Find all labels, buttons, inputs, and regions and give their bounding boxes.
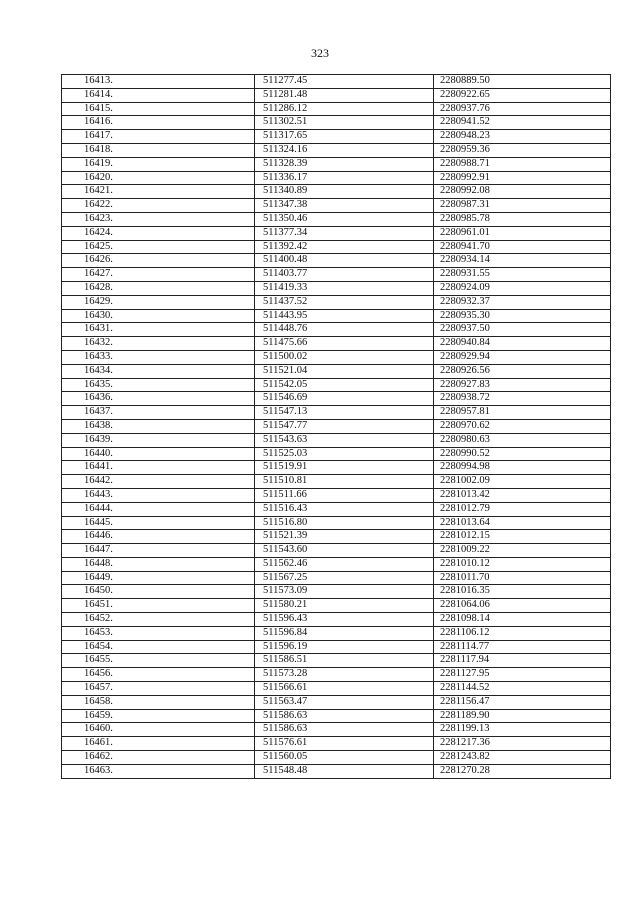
point-number-cell: 16454.: [62, 640, 255, 654]
x-coordinate-cell: 511525.03: [255, 447, 434, 461]
x-coordinate-cell: 511392.42: [255, 240, 434, 254]
y-coordinate-cell: 2280938.72: [434, 392, 611, 406]
table-row: [62, 723, 611, 737]
point-number-cell: 16443.: [62, 488, 255, 502]
point-number-cell: 16461.: [62, 737, 255, 751]
table-row: [62, 378, 611, 392]
x-coordinate-cell: 511567.25: [255, 571, 434, 585]
point-number-cell: 16420.: [62, 171, 255, 185]
y-coordinate-cell: 2281016.35: [434, 585, 611, 599]
point-number-cell: 16415.: [62, 102, 255, 116]
x-coordinate-cell: 511302.51: [255, 116, 434, 130]
x-coordinate-cell: 511286.12: [255, 102, 434, 116]
y-coordinate-cell: 2280932.37: [434, 295, 611, 309]
x-coordinate-cell: 511547.13: [255, 406, 434, 420]
y-coordinate-cell: 2281010.12: [434, 557, 611, 571]
point-number-cell: 16413.: [62, 75, 255, 89]
table-row: [62, 640, 611, 654]
table-row: [62, 364, 611, 378]
table-row: [62, 557, 611, 571]
x-coordinate-cell: 511437.52: [255, 295, 434, 309]
y-coordinate-cell: 2280929.94: [434, 350, 611, 364]
y-coordinate-cell: 2280940.84: [434, 337, 611, 351]
y-coordinate-cell: 2281144.52: [434, 682, 611, 696]
y-coordinate-cell: 2280961.01: [434, 226, 611, 240]
table-row: [62, 433, 611, 447]
table-row: [62, 751, 611, 765]
table-row: [62, 309, 611, 323]
x-coordinate-cell: 511596.19: [255, 640, 434, 654]
x-coordinate-cell: 511580.21: [255, 599, 434, 613]
table-row: [62, 268, 611, 282]
y-coordinate-cell: 2280927.83: [434, 378, 611, 392]
y-coordinate-cell: 2281002.09: [434, 475, 611, 489]
point-number-cell: 16442.: [62, 475, 255, 489]
point-number-cell: 16448.: [62, 557, 255, 571]
point-number-cell: 16431.: [62, 323, 255, 337]
point-number-cell: 16419.: [62, 157, 255, 171]
table-row: [62, 102, 611, 116]
table-row: [62, 295, 611, 309]
y-coordinate-cell: 2280941.70: [434, 240, 611, 254]
table-row: [62, 419, 611, 433]
x-coordinate-cell: 511281.48: [255, 88, 434, 102]
point-number-cell: 16447.: [62, 544, 255, 558]
point-number-cell: 16460.: [62, 723, 255, 737]
y-coordinate-cell: 2280937.50: [434, 323, 611, 337]
table-row: [62, 406, 611, 420]
x-coordinate-cell: 511317.65: [255, 130, 434, 144]
point-number-cell: 16423.: [62, 212, 255, 226]
table-row: [62, 599, 611, 613]
x-coordinate-cell: 511519.91: [255, 461, 434, 475]
table-row: [62, 130, 611, 144]
table-row: [62, 350, 611, 364]
y-coordinate-cell: 2280988.71: [434, 157, 611, 171]
point-number-cell: 16417.: [62, 130, 255, 144]
y-coordinate-cell: 2281106.12: [434, 626, 611, 640]
table-row: [62, 281, 611, 295]
table-row: [62, 709, 611, 723]
y-coordinate-cell: 2281114.77: [434, 640, 611, 654]
y-coordinate-cell: 2280992.91: [434, 171, 611, 185]
x-coordinate-cell: 511586.63: [255, 709, 434, 723]
point-number-cell: 16462.: [62, 751, 255, 765]
x-coordinate-cell: 511543.63: [255, 433, 434, 447]
x-coordinate-cell: 511573.28: [255, 668, 434, 682]
y-coordinate-cell: 2281117.94: [434, 654, 611, 668]
point-number-cell: 16445.: [62, 516, 255, 530]
table-row: [62, 226, 611, 240]
table-row: [62, 240, 611, 254]
x-coordinate-cell: 511576.61: [255, 737, 434, 751]
y-coordinate-cell: 2280924.09: [434, 281, 611, 295]
x-coordinate-cell: 511542.05: [255, 378, 434, 392]
point-number-cell: 16453.: [62, 626, 255, 640]
y-coordinate-cell: 2281013.42: [434, 488, 611, 502]
x-coordinate-cell: 511563.47: [255, 695, 434, 709]
y-coordinate-cell: 2280990.52: [434, 447, 611, 461]
x-coordinate-cell: 511516.43: [255, 502, 434, 516]
x-coordinate-cell: 511547.77: [255, 419, 434, 433]
y-coordinate-cell: 2280948.23: [434, 130, 611, 144]
table-row: [62, 254, 611, 268]
table-row: [62, 668, 611, 682]
x-coordinate-cell: 511500.02: [255, 350, 434, 364]
point-number-cell: 16444.: [62, 502, 255, 516]
y-coordinate-cell: 2280980.63: [434, 433, 611, 447]
y-coordinate-cell: 2280992.08: [434, 185, 611, 199]
point-number-cell: 16424.: [62, 226, 255, 240]
coordinates-table-body: [62, 75, 611, 779]
y-coordinate-cell: 2280994.98: [434, 461, 611, 475]
x-coordinate-cell: 511521.04: [255, 364, 434, 378]
point-number-cell: 16421.: [62, 185, 255, 199]
point-number-cell: 16426.: [62, 254, 255, 268]
table-row: [62, 654, 611, 668]
point-number-cell: 16414.: [62, 88, 255, 102]
x-coordinate-cell: 511560.05: [255, 751, 434, 765]
table-row: [62, 392, 611, 406]
table-row: [62, 571, 611, 585]
table-row: [62, 516, 611, 530]
table-row: [62, 695, 611, 709]
point-number-cell: 16425.: [62, 240, 255, 254]
y-coordinate-cell: 2280926.56: [434, 364, 611, 378]
point-number-cell: 16436.: [62, 392, 255, 406]
x-coordinate-cell: 511586.63: [255, 723, 434, 737]
x-coordinate-cell: 511510.81: [255, 475, 434, 489]
table-row: [62, 475, 611, 489]
table-row: [62, 116, 611, 130]
table-row: [62, 143, 611, 157]
x-coordinate-cell: 511277.45: [255, 75, 434, 89]
coordinates-table: [61, 74, 611, 779]
y-coordinate-cell: 2280922.65: [434, 88, 611, 102]
point-number-cell: 16456.: [62, 668, 255, 682]
point-number-cell: 16446.: [62, 530, 255, 544]
point-number-cell: 16452.: [62, 613, 255, 627]
point-number-cell: 16416.: [62, 116, 255, 130]
table-row: [62, 585, 611, 599]
y-coordinate-cell: 2281199.13: [434, 723, 611, 737]
table-row: [62, 626, 611, 640]
y-coordinate-cell: 2281217.36: [434, 737, 611, 751]
point-number-cell: 16434.: [62, 364, 255, 378]
x-coordinate-cell: 511521.39: [255, 530, 434, 544]
y-coordinate-cell: 2281064.06: [434, 599, 611, 613]
point-number-cell: 16430.: [62, 309, 255, 323]
point-number-cell: 16459.: [62, 709, 255, 723]
point-number-cell: 16463.: [62, 764, 255, 778]
table-row: [62, 75, 611, 89]
x-coordinate-cell: 511511.66: [255, 488, 434, 502]
y-coordinate-cell: 2281270.28: [434, 764, 611, 778]
x-coordinate-cell: 511548.48: [255, 764, 434, 778]
x-coordinate-cell: 511340.89: [255, 185, 434, 199]
y-coordinate-cell: 2281009.22: [434, 544, 611, 558]
point-number-cell: 16450.: [62, 585, 255, 599]
point-number-cell: 16455.: [62, 654, 255, 668]
x-coordinate-cell: 511328.39: [255, 157, 434, 171]
x-coordinate-cell: 511475.66: [255, 337, 434, 351]
y-coordinate-cell: 2280937.76: [434, 102, 611, 116]
x-coordinate-cell: 511596.43: [255, 613, 434, 627]
y-coordinate-cell: 2280941.52: [434, 116, 611, 130]
point-number-cell: 16458.: [62, 695, 255, 709]
x-coordinate-cell: 511400.48: [255, 254, 434, 268]
page-number: 323: [311, 46, 329, 60]
table-row: [62, 613, 611, 627]
point-number-cell: 16439.: [62, 433, 255, 447]
table-row: [62, 185, 611, 199]
y-coordinate-cell: 2280935.30: [434, 309, 611, 323]
x-coordinate-cell: 511403.77: [255, 268, 434, 282]
y-coordinate-cell: 2280959.36: [434, 143, 611, 157]
y-coordinate-cell: 2281012.79: [434, 502, 611, 516]
y-coordinate-cell: 2280931.55: [434, 268, 611, 282]
point-number-cell: 16432.: [62, 337, 255, 351]
point-number-cell: 16451.: [62, 599, 255, 613]
table-row: [62, 737, 611, 751]
point-number-cell: 16457.: [62, 682, 255, 696]
x-coordinate-cell: 511377.34: [255, 226, 434, 240]
table-row: [62, 323, 611, 337]
x-coordinate-cell: 511586.51: [255, 654, 434, 668]
table-row: [62, 544, 611, 558]
point-number-cell: 16438.: [62, 419, 255, 433]
y-coordinate-cell: 2281013.64: [434, 516, 611, 530]
x-coordinate-cell: 511516.80: [255, 516, 434, 530]
x-coordinate-cell: 511350.46: [255, 212, 434, 226]
y-coordinate-cell: 2280934.14: [434, 254, 611, 268]
x-coordinate-cell: 511573.09: [255, 585, 434, 599]
y-coordinate-cell: 2281156.47: [434, 695, 611, 709]
table-row: [62, 337, 611, 351]
x-coordinate-cell: 511562.46: [255, 557, 434, 571]
point-number-cell: 16428.: [62, 281, 255, 295]
y-coordinate-cell: 2281127.95: [434, 668, 611, 682]
point-number-cell: 16440.: [62, 447, 255, 461]
y-coordinate-cell: 2280985.78: [434, 212, 611, 226]
x-coordinate-cell: 511419.33: [255, 281, 434, 295]
x-coordinate-cell: 511443.95: [255, 309, 434, 323]
y-coordinate-cell: 2280970.62: [434, 419, 611, 433]
x-coordinate-cell: 511543.60: [255, 544, 434, 558]
table-row: [62, 764, 611, 778]
y-coordinate-cell: 2281012.15: [434, 530, 611, 544]
point-number-cell: 16422.: [62, 199, 255, 213]
x-coordinate-cell: 511566.61: [255, 682, 434, 696]
point-number-cell: 16449.: [62, 571, 255, 585]
y-coordinate-cell: 2281098.14: [434, 613, 611, 627]
table-row: [62, 171, 611, 185]
x-coordinate-cell: 511596.84: [255, 626, 434, 640]
point-number-cell: 16441.: [62, 461, 255, 475]
table-row: [62, 157, 611, 171]
point-number-cell: 16435.: [62, 378, 255, 392]
point-number-cell: 16437.: [62, 406, 255, 420]
table-row: [62, 447, 611, 461]
table-row: [62, 212, 611, 226]
table-row: [62, 461, 611, 475]
x-coordinate-cell: 511324.16: [255, 143, 434, 157]
table-row: [62, 530, 611, 544]
x-coordinate-cell: 511448.76: [255, 323, 434, 337]
table-row: [62, 88, 611, 102]
y-coordinate-cell: 2281243.82: [434, 751, 611, 765]
y-coordinate-cell: 2280987.31: [434, 199, 611, 213]
point-number-cell: 16429.: [62, 295, 255, 309]
point-number-cell: 16418.: [62, 143, 255, 157]
table-row: [62, 502, 611, 516]
y-coordinate-cell: 2280889.50: [434, 75, 611, 89]
x-coordinate-cell: 511336.17: [255, 171, 434, 185]
point-number-cell: 16433.: [62, 350, 255, 364]
table-row: [62, 199, 611, 213]
table-row: [62, 488, 611, 502]
y-coordinate-cell: 2281011.70: [434, 571, 611, 585]
x-coordinate-cell: 511546.69: [255, 392, 434, 406]
x-coordinate-cell: 511347.38: [255, 199, 434, 213]
table-row: [62, 682, 611, 696]
y-coordinate-cell: 2280957.81: [434, 406, 611, 420]
y-coordinate-cell: 2281189.90: [434, 709, 611, 723]
point-number-cell: 16427.: [62, 268, 255, 282]
